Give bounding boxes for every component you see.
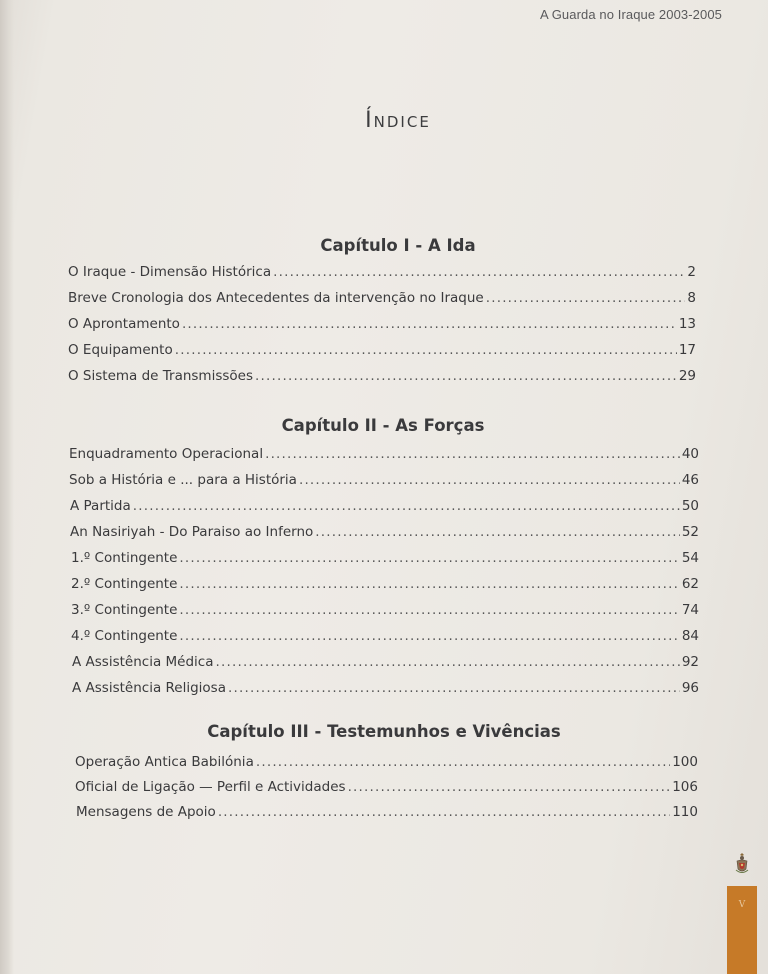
dot-leader xyxy=(218,804,670,820)
chapter-heading: Capítulo II - As Forças xyxy=(281,416,485,435)
toc-entry-label: An Nasiriyah - Do Paraiso ao Inferno xyxy=(70,524,314,540)
toc-entry-page: 50 xyxy=(681,498,699,514)
dot-leader xyxy=(273,264,685,280)
toc-entry-label: A Assistência Religiosa xyxy=(72,680,226,696)
dot-leader xyxy=(255,368,677,384)
toc-entry-page: 2 xyxy=(687,264,696,280)
dot-leader xyxy=(179,602,679,618)
toc-entry[interactable] xyxy=(75,754,698,770)
toc-entry-page: 29 xyxy=(678,368,696,384)
toc-entry-page: 74 xyxy=(681,602,699,618)
toc-entry[interactable] xyxy=(68,264,696,280)
toc-entry-page: 100 xyxy=(672,754,698,770)
dot-leader xyxy=(486,290,686,306)
toc-entry-label: Mensagens de Apoio xyxy=(76,804,216,820)
running-header: A Guarda no Iraque 2003-2005 xyxy=(539,7,722,22)
page-title: Índice xyxy=(365,108,431,133)
toc-entry-page: 40 xyxy=(681,446,699,462)
toc-entry-page: 96 xyxy=(681,680,699,696)
toc-entry-page: 13 xyxy=(678,316,696,332)
dot-leader xyxy=(299,472,680,488)
dot-leader xyxy=(348,779,671,795)
toc-entry[interactable] xyxy=(70,498,699,514)
toc-entry[interactable] xyxy=(68,368,696,384)
dot-leader xyxy=(256,754,670,770)
chapter-heading: Capítulo I - A Ida xyxy=(320,236,476,255)
toc-entry-page: 92 xyxy=(681,654,699,670)
dot-leader xyxy=(315,524,680,540)
toc-entry-label: 2.º Contingente xyxy=(71,576,178,592)
toc-entry-label: 1.º Contingente xyxy=(71,550,178,566)
toc-entry[interactable] xyxy=(71,602,699,618)
dot-leader xyxy=(228,680,680,696)
toc-entry[interactable] xyxy=(71,550,699,566)
toc-entry-label: Sob a História e ... para a História xyxy=(69,472,297,488)
toc-entry-label: A Partida xyxy=(70,498,131,514)
dot-leader xyxy=(265,446,680,462)
dot-leader xyxy=(179,550,679,566)
page-binding-shadow xyxy=(0,0,14,974)
toc-entry[interactable] xyxy=(72,654,699,670)
toc-entry-page: 52 xyxy=(681,524,699,540)
toc-entry-label: Enquadramento Operacional xyxy=(69,446,264,462)
toc-entry[interactable] xyxy=(75,779,698,795)
toc-entry[interactable] xyxy=(76,804,698,820)
toc-entry-label: 4.º Contingente xyxy=(71,628,178,644)
toc-entry-page: 54 xyxy=(681,550,699,566)
dot-leader xyxy=(182,316,677,332)
toc-entry[interactable] xyxy=(69,446,699,462)
toc-entry[interactable] xyxy=(70,524,699,540)
toc-entry[interactable] xyxy=(71,576,699,592)
page-number-tab xyxy=(727,886,757,974)
toc-entry-page: 106 xyxy=(672,779,698,795)
toc-entry-label: Oficial de Ligação — Perfil e Actividades xyxy=(75,779,346,795)
toc-entry[interactable] xyxy=(68,316,696,332)
toc-entry-page: 17 xyxy=(678,342,696,358)
page-number: V xyxy=(738,900,746,910)
dot-leader xyxy=(175,342,677,358)
toc-entry-page: 110 xyxy=(672,804,698,820)
toc-entry-page: 84 xyxy=(681,628,699,644)
toc-entry-label: O Sistema de Transmissões xyxy=(68,368,253,384)
toc-entry-label: O Aprontamento xyxy=(68,316,180,332)
toc-entry-label: Breve Cronologia dos Antecedentes da intervenção no Iraque xyxy=(68,290,484,306)
toc-entry[interactable] xyxy=(69,472,699,488)
toc-entry-page: 62 xyxy=(681,576,699,592)
toc-entry-label: O Equipamento xyxy=(68,342,173,358)
coat-of-arms-icon xyxy=(734,852,750,876)
dot-leader xyxy=(179,628,679,644)
toc-entry-label: Operação Antica Babilónia xyxy=(75,754,254,770)
dot-leader xyxy=(133,498,680,514)
toc-entry[interactable] xyxy=(68,342,696,358)
toc-entry-label: O Iraque - Dimensão Histórica xyxy=(68,264,272,280)
dot-leader xyxy=(215,654,679,670)
toc-entry[interactable] xyxy=(72,680,699,696)
toc-entry-label: 3.º Contingente xyxy=(71,602,178,618)
toc-entry-label: A Assistência Médica xyxy=(72,654,214,670)
toc-entry-page: 46 xyxy=(681,472,699,488)
chapter-heading: Capítulo III - Testemunhos e Vivências xyxy=(207,722,561,741)
toc-entry-page: 8 xyxy=(687,290,696,306)
toc-entry[interactable] xyxy=(68,290,696,306)
toc-entry[interactable] xyxy=(71,628,699,644)
dot-leader xyxy=(179,576,679,592)
